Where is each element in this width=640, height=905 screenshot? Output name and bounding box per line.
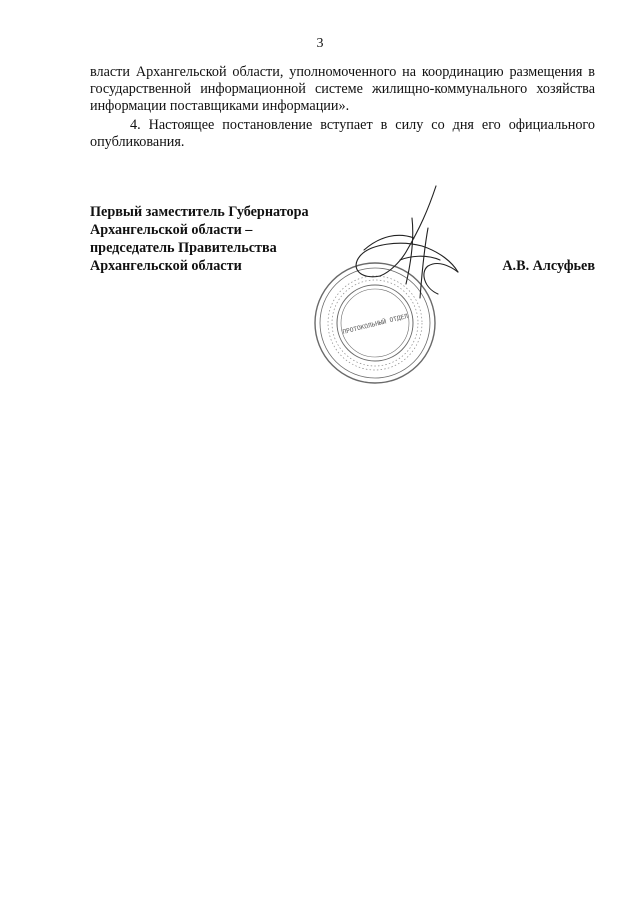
signatory-title [90,203,309,275]
signatory-title-line: Первый заместитель Губернатора [90,204,309,220]
seal-center-text: ПРОТОКОЛЬНЫЙ ОТДЕЛ [341,312,409,336]
signatory-title-line: председатель Правительства [90,240,277,256]
signatory-title-line: Архангельской области – [90,222,253,238]
handwritten-signature [340,180,470,320]
signer-name: А.В. Алсуфьев [502,258,595,274]
paragraph-4: 4. Настоящее постановление вступает в силу со дня его официального опубликования. [90,117,595,150]
paragraph-continuation: власти Архангельской области, уполномоченного на координацию размещения в государственной информационной системе жилищно-коммунального хозяйства информации поставщиками информации». [90,64,595,114]
signatory-title-line: Архангельской области [90,258,242,274]
page-number: 3 [316,36,324,51]
document-body [90,64,595,151]
